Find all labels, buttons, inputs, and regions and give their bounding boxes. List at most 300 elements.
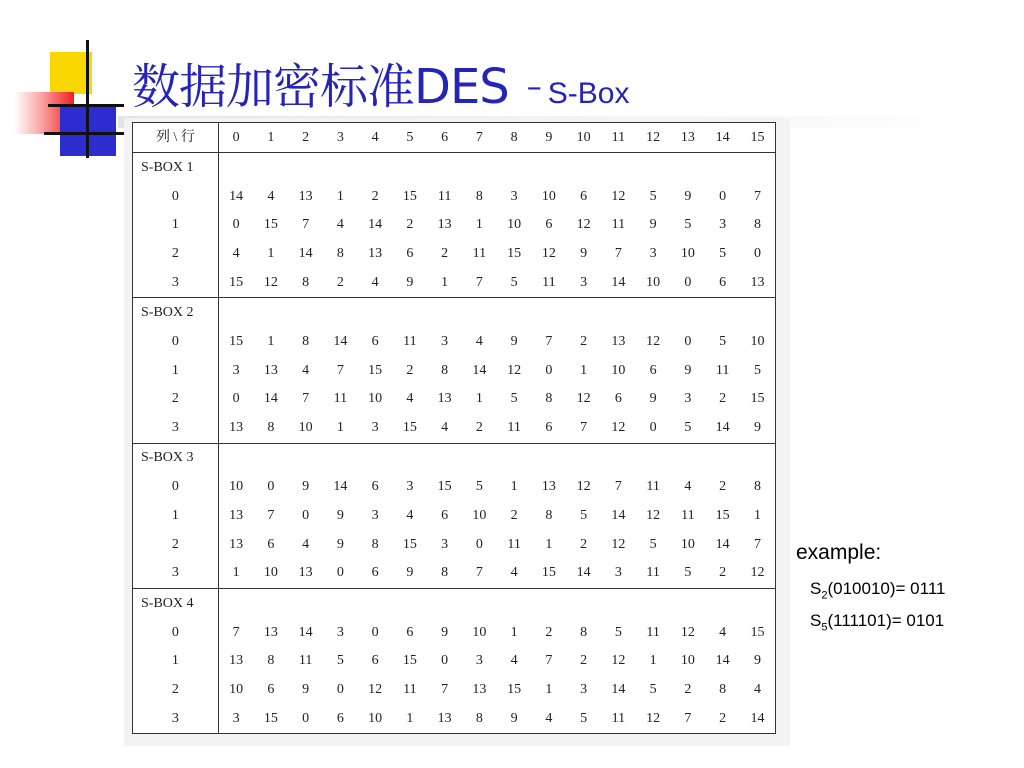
table-cell: 7 [545, 653, 553, 669]
sbox-name-filler [218, 298, 775, 328]
table-cell: 13 [229, 653, 244, 669]
table-cell: 2 [406, 362, 414, 378]
table-cell: 9 [393, 268, 428, 298]
table-cell: 15 [229, 333, 244, 349]
table-cell: 9 [510, 710, 518, 726]
table-cell: 1 [336, 188, 344, 204]
slide-title [132, 48, 629, 117]
table-cell: 11 [646, 624, 660, 640]
table-cell: 1 [475, 391, 483, 407]
table-cell: 5 [649, 188, 657, 204]
table-cell: 8 [302, 333, 310, 349]
table-cell: 14 [715, 536, 730, 552]
table-cell: 0 [719, 188, 727, 204]
table-cell: 4 [406, 391, 414, 407]
table-cell: 11 [611, 710, 626, 726]
table-cell: 4 [475, 333, 483, 349]
table-cell: 11 [298, 653, 313, 669]
column-header: 1 [254, 123, 289, 153]
table-cell: 13 [288, 559, 323, 589]
table-cell: 13 [740, 268, 775, 298]
row-label: 3 [133, 268, 218, 298]
table-cell: 10 [472, 624, 487, 640]
table-cell: 14 [472, 362, 487, 378]
table-cell: 6 [532, 414, 567, 444]
table-cell: 14 [611, 507, 626, 523]
table-cell: 8 [754, 217, 762, 233]
table-cell: 8 [580, 624, 588, 640]
row-label: 1 [133, 502, 218, 531]
table-cell: 10 [636, 268, 671, 298]
table-row [133, 618, 775, 647]
table-cell: 10 [611, 362, 626, 378]
table-cell: 0 [336, 681, 344, 697]
sbox-name-filler [218, 443, 775, 473]
table-cell: 8 [754, 479, 762, 495]
table-cell: 7 [614, 245, 622, 261]
table-cell: 13 [298, 188, 313, 204]
table-cell: 5 [510, 391, 518, 407]
table-cell: 3 [649, 245, 657, 261]
table-cell: 2 [719, 479, 727, 495]
table-cell: 1 [427, 268, 462, 298]
column-header: 11 [601, 123, 636, 153]
table-cell: 10 [472, 507, 487, 523]
table-cell: 2 [406, 217, 414, 233]
example-subscript: 5 [821, 621, 828, 634]
table-cell: 14 [566, 559, 601, 589]
table-cell: 3 [566, 268, 601, 298]
table-cell: 7 [614, 479, 622, 495]
row-label: 1 [133, 647, 218, 676]
table-row [133, 473, 775, 502]
table-cell: 15 [402, 188, 417, 204]
table-cell: 4 [684, 479, 692, 495]
table-cell: 11 [636, 559, 671, 589]
table-cell: 10 [288, 414, 323, 444]
table-cell: 15 [750, 391, 765, 407]
table-cell: 1 [267, 245, 275, 261]
table-cell: 2 [580, 536, 588, 552]
table-row [133, 182, 775, 211]
table-cell: 14 [333, 479, 348, 495]
table-cell: 12 [680, 624, 695, 640]
table-cell: 13 [218, 414, 253, 444]
table-cell: 2 [580, 653, 588, 669]
table-cell: 0 [323, 559, 358, 589]
table-cell: 8 [371, 536, 379, 552]
table-cell: 3 [510, 188, 518, 204]
table-cell: 12 [646, 333, 661, 349]
table-cell: 7 [462, 559, 497, 589]
table-cell: 15 [437, 479, 452, 495]
table-cell: 11 [403, 681, 417, 697]
table-cell: 13 [437, 391, 452, 407]
table-corner-header: 列 \ 行 [133, 123, 218, 153]
table-row [133, 559, 775, 589]
table-row [133, 530, 775, 559]
table-cell: 12 [611, 536, 626, 552]
table-cell: 7 [302, 391, 310, 407]
sbox-name-row [133, 443, 775, 473]
column-header: 2 [288, 123, 323, 153]
sbox-name-row [133, 153, 775, 183]
example-subscript: 2 [821, 589, 828, 602]
table-cell: 15 [263, 710, 278, 726]
table-row [133, 328, 775, 357]
table-cell: 8 [441, 362, 449, 378]
table-cell: 15 [263, 217, 278, 233]
table-cell: 4 [302, 536, 310, 552]
sbox-name-row [133, 298, 775, 328]
table-cell: 11 [333, 391, 348, 407]
table-cell: 14 [715, 653, 730, 669]
column-header: 10 [566, 123, 601, 153]
column-header: 4 [358, 123, 393, 153]
sbox-name-filler [218, 153, 775, 183]
table-cell: 8 [254, 414, 289, 444]
table-cell: 4 [497, 559, 532, 589]
column-header: 14 [705, 123, 740, 153]
table-cell: 5 [754, 362, 762, 378]
table-cell: 12 [601, 414, 636, 444]
table-cell: 12 [646, 710, 661, 726]
column-header: 6 [427, 123, 462, 153]
table-cell: 8 [475, 710, 483, 726]
column-header: 5 [393, 123, 428, 153]
slide-title-sub: S-Box [547, 77, 630, 110]
table-cell: 7 [462, 268, 497, 298]
table-cell: 1 [218, 559, 253, 589]
table-cell: 3 [684, 391, 692, 407]
table-cell: 1 [510, 624, 518, 640]
table-cell: 9 [580, 245, 588, 261]
table-cell: 2 [580, 333, 588, 349]
table-cell: 7 [545, 333, 553, 349]
table-cell: 13 [611, 333, 626, 349]
table-cell: 12 [576, 479, 591, 495]
row-label: 0 [133, 618, 218, 647]
table-row [133, 356, 775, 385]
table-cell: 0 [636, 414, 671, 444]
table-cell: 0 [545, 362, 553, 378]
table-cell: 1 [754, 507, 762, 523]
column-header: 3 [323, 123, 358, 153]
table-cell: 4 [358, 268, 393, 298]
table-row [133, 385, 775, 414]
example-prefix: S [810, 611, 822, 631]
table-cell: 12 [646, 507, 661, 523]
table-cell: 6 [371, 653, 379, 669]
table-cell: 14 [298, 624, 313, 640]
table-cell: 12 [740, 559, 775, 589]
sbox-name: S-BOX 3 [133, 443, 218, 473]
column-header: 8 [497, 123, 532, 153]
table-cell: 1 [545, 681, 553, 697]
table-cell: 6 [580, 188, 588, 204]
table-cell: 5 [719, 333, 727, 349]
table-cell: 3 [441, 536, 449, 552]
column-header: 15 [740, 123, 775, 153]
table-cell: 15 [750, 624, 765, 640]
table-cell: 11 [681, 507, 695, 523]
table-cell: 1 [545, 536, 553, 552]
table-cell: 3 [358, 414, 393, 444]
table-cell: 8 [267, 653, 275, 669]
table-cell: 6 [705, 268, 740, 298]
table-cell: 6 [614, 391, 622, 407]
table-cell: 3 [580, 681, 588, 697]
table-cell: 5 [671, 414, 706, 444]
table-cell: 5 [580, 710, 588, 726]
table-cell: 13 [437, 710, 452, 726]
table-cell: 4 [427, 414, 462, 444]
table-cell: 6 [371, 479, 379, 495]
table-cell: 14 [601, 268, 636, 298]
table-cell: 3 [406, 479, 414, 495]
row-label: 0 [133, 328, 218, 357]
table-row [133, 676, 775, 705]
table-cell: 11 [646, 479, 660, 495]
table-cell: 14 [229, 188, 244, 204]
table-cell: 15 [507, 681, 522, 697]
table-cell: 5 [580, 507, 588, 523]
table-cell: 7 [566, 414, 601, 444]
sbox-name-filler [218, 589, 775, 619]
table-cell: 13 [263, 362, 278, 378]
column-header: 0 [218, 123, 253, 153]
table-row [133, 502, 775, 531]
table-cell: 4 [510, 653, 518, 669]
table-cell: 11 [472, 245, 487, 261]
table-cell: 8 [288, 268, 323, 298]
row-label: 2 [133, 385, 218, 414]
row-label: 2 [133, 530, 218, 559]
table-cell: 4 [232, 245, 240, 261]
table-cell: 15 [715, 507, 730, 523]
table-cell: 10 [680, 536, 695, 552]
sbox-name: S-BOX 1 [133, 153, 218, 183]
table-cell: 12 [611, 653, 626, 669]
table-cell: 12 [541, 245, 556, 261]
table-cell: 7 [684, 710, 692, 726]
table-cell: 13 [472, 681, 487, 697]
table-cell: 6 [371, 333, 379, 349]
table-cell: 11 [497, 414, 532, 444]
table-cell: 15 [218, 268, 253, 298]
table-cell: 0 [671, 268, 706, 298]
table-cell: 2 [684, 681, 692, 697]
table-cell: 1 [649, 653, 657, 669]
table-cell: 14 [750, 710, 765, 726]
table-cell: 13 [229, 536, 244, 552]
sbox-name: S-BOX 4 [133, 589, 218, 619]
table-cell: 9 [302, 681, 310, 697]
table-cell: 15 [532, 559, 567, 589]
table-cell: 10 [680, 245, 695, 261]
logo-horizontal-line-top [48, 104, 124, 107]
example-rest: (010010)= 0111 [827, 579, 946, 598]
table-cell: 3 [719, 217, 727, 233]
table-cell: 14 [263, 391, 278, 407]
table-cell: 1 [580, 362, 588, 378]
example-heading: example: [796, 541, 882, 564]
table-cell: 14 [368, 217, 383, 233]
table-cell: 2 [719, 391, 727, 407]
example-rest: (111101)= 0101 [827, 611, 945, 631]
table-cell: 9 [684, 188, 692, 204]
table-cell: 10 [680, 653, 695, 669]
table-cell: 0 [232, 391, 240, 407]
table-row [133, 704, 775, 733]
table-cell: 11 [532, 268, 567, 298]
table-cell: 2 [371, 188, 379, 204]
table-cell: 2 [323, 268, 358, 298]
table-cell: 7 [336, 362, 344, 378]
table-cell: 12 [507, 362, 522, 378]
table-cell: 0 [267, 479, 275, 495]
table-cell: 15 [402, 653, 417, 669]
table-cell: 14 [298, 245, 313, 261]
table-cell: 6 [441, 507, 449, 523]
column-header: 13 [671, 123, 706, 153]
table-cell: 10 [541, 188, 556, 204]
table-cell: 9 [302, 479, 310, 495]
table-cell: 8 [545, 391, 553, 407]
table-cell: 0 [232, 217, 240, 233]
example-line [810, 611, 945, 633]
example-prefix: S [810, 579, 822, 598]
table-cell: 4 [754, 681, 762, 697]
table-cell: 9 [649, 391, 657, 407]
table-cell: 5 [649, 536, 657, 552]
table-cell: 7 [267, 507, 275, 523]
table-cell: 5 [497, 268, 532, 298]
table-cell: 3 [475, 653, 483, 669]
sbox-table-container [132, 122, 776, 734]
table-cell: 4 [302, 362, 310, 378]
table-cell: 6 [406, 624, 414, 640]
row-label: 1 [133, 211, 218, 240]
column-header: 7 [462, 123, 497, 153]
table-cell: 0 [302, 507, 310, 523]
table-cell: 9 [336, 536, 344, 552]
table-body [133, 153, 775, 734]
table-cell: 0 [441, 653, 449, 669]
slide-title-main: 数据加密标准DES [132, 59, 509, 115]
table-cell: 15 [368, 362, 383, 378]
table-cell: 10 [750, 333, 765, 349]
table-cell: 10 [368, 710, 383, 726]
table-row [133, 240, 775, 269]
table-cell: 4 [267, 188, 275, 204]
row-label: 2 [133, 676, 218, 705]
table-cell: 10 [229, 681, 244, 697]
table-cell: 3 [232, 710, 240, 726]
table-cell: 2 [510, 507, 518, 523]
table-cell: 15 [402, 536, 417, 552]
table-cell: 6 [358, 559, 393, 589]
table-cell: 11 [715, 362, 730, 378]
table-cell: 12 [576, 217, 591, 233]
table-cell: 1 [475, 217, 483, 233]
table-cell: 15 [393, 414, 428, 444]
table-cell: 5 [649, 681, 657, 697]
table-cell: 5 [475, 479, 483, 495]
table-cell: 7 [754, 536, 762, 552]
table-row [133, 211, 775, 240]
table-cell: 11 [437, 188, 452, 204]
table-cell: 9 [336, 507, 344, 523]
table-cell: 2 [705, 559, 740, 589]
table-cell: 4 [336, 217, 344, 233]
table-cell: 6 [267, 681, 275, 697]
sbox-name-row [133, 589, 775, 619]
table-cell: 10 [507, 217, 522, 233]
table-cell: 6 [267, 536, 275, 552]
table-cell: 13 [541, 479, 556, 495]
table-cell: 0 [754, 245, 762, 261]
table-cell: 14 [705, 414, 740, 444]
table-cell: 5 [614, 624, 622, 640]
table-cell: 8 [719, 681, 727, 697]
table-cell: 12 [576, 391, 591, 407]
table-cell: 8 [475, 188, 483, 204]
table-cell: 5 [336, 653, 344, 669]
table-row [133, 268, 775, 298]
table-cell: 5 [684, 217, 692, 233]
sbox-table [133, 123, 775, 733]
table-cell: 9 [649, 217, 657, 233]
table-cell: 4 [719, 624, 727, 640]
table-cell: 6 [545, 217, 553, 233]
table-cell: 8 [545, 507, 553, 523]
row-label: 1 [133, 356, 218, 385]
table-cell: 3 [441, 333, 449, 349]
table-cell: 0 [475, 536, 483, 552]
table-row [133, 414, 775, 444]
table-cell: 5 [719, 245, 727, 261]
logo-vertical-line [86, 40, 89, 158]
table-cell: 4 [545, 710, 553, 726]
row-label: 0 [133, 473, 218, 502]
table-cell: 0 [302, 710, 310, 726]
row-label: 3 [133, 414, 218, 444]
table-cell: 11 [403, 333, 417, 349]
table-cell: 9 [754, 653, 762, 669]
table-cell: 3 [371, 507, 379, 523]
table-cell: 2 [462, 414, 497, 444]
table-cell: 7 [302, 217, 310, 233]
table-cell: 15 [507, 245, 522, 261]
table-cell: 5 [671, 559, 706, 589]
table-cell: 6 [649, 362, 657, 378]
table-cell: 13 [368, 245, 383, 261]
row-label: 3 [133, 559, 218, 589]
table-cell: 13 [229, 507, 244, 523]
table-cell: 14 [333, 333, 348, 349]
table-cell: 3 [336, 624, 344, 640]
table-cell: 2 [719, 710, 727, 726]
table-cell: 12 [611, 188, 626, 204]
table-cell: 2 [545, 624, 553, 640]
table-cell: 9 [684, 362, 692, 378]
table-cell: 13 [263, 624, 278, 640]
example-block [796, 541, 945, 644]
table-cell: 11 [507, 536, 521, 552]
example-line [810, 579, 945, 601]
table-cell: 9 [393, 559, 428, 589]
